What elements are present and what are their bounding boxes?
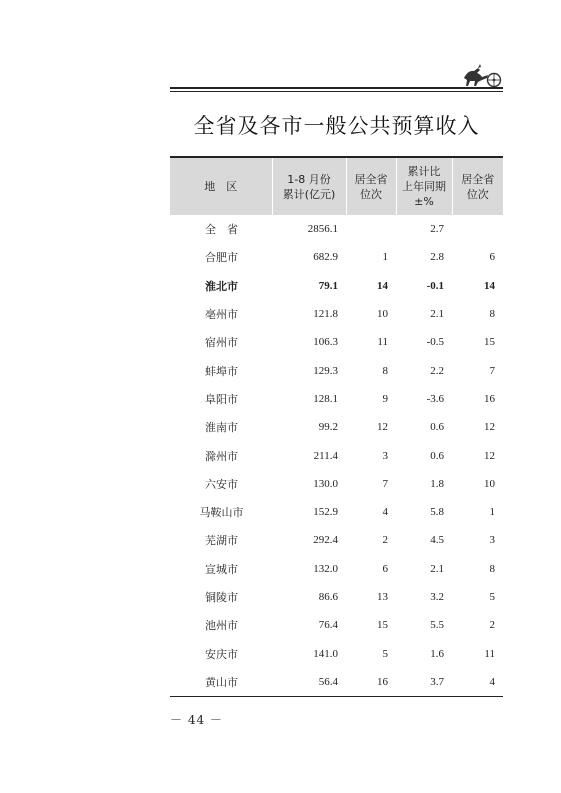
cumulative-cell: 128.1 [313,392,338,405]
cumulative-cell: 141.0 [313,647,338,660]
yoy-cell: 2.7 [430,223,444,236]
region-cell: 黄山市 [205,675,238,689]
region-cell: 合肥市 [205,251,238,265]
region-cell: 芜湖市 [205,534,238,548]
table-header-row [170,157,503,215]
table-row [170,611,503,639]
yoy-cell: 3.2 [430,591,444,603]
rank-cell: 16 [377,675,388,688]
yoy-cell: 0.6 [430,421,444,434]
header-yoy-line1: 累计比 [407,165,441,178]
region-cell: 宿州市 [205,336,238,350]
yoy-rank-cell: 12 [484,421,495,434]
region-cell: 阜阳市 [205,392,238,406]
region-cell: 蚌埠市 [205,364,238,378]
rank-cell: 9 [382,392,388,405]
yoy-cell: 0.6 [430,449,444,462]
horse-carriage-logo-icon [462,60,504,88]
yoy-cell: 2.1 [430,562,444,575]
revenue-table [170,156,503,697]
rank-cell: 15 [377,619,388,632]
table-row [170,470,503,498]
cumulative-cell: 106.3 [313,336,338,349]
yoy-cell: 4.5 [430,534,444,547]
header-yoy [396,157,452,215]
header-yoy-rank-line1: 居全省 [461,172,495,186]
region-cell: 马鞍山市 [199,506,244,520]
cumulative-cell: 682.9 [313,251,338,264]
header-yoy-line2: 上年同期 [402,180,446,193]
yoy-rank-cell: 12 [484,449,495,462]
table-row [170,356,503,384]
table-row [170,526,503,554]
yoy-rank-cell: 15 [484,336,495,349]
yoy-cell: 1.6 [430,647,444,660]
table-row [170,328,503,356]
region-cell: 池州市 [205,619,238,633]
cumulative-cell: 76.4 [318,619,338,632]
table-row [170,413,503,441]
region-cell: 淮南市 [205,421,238,435]
table-body [170,215,503,696]
cumulative-cell: 132.0 [313,562,338,575]
yoy-cell: 2.2 [430,364,444,377]
region-cell: 安庆市 [205,647,238,661]
table-row [170,498,503,526]
cumulative-cell: 56.4 [318,675,338,688]
table-row [170,272,503,300]
cumulative-cell: 99.2 [318,421,338,434]
table-row [170,555,503,583]
region-cell: 宣城市 [205,562,238,576]
yoy-rank-cell: 3 [489,534,495,547]
cumulative-cell: 211.4 [313,449,338,462]
header-cumulative [272,157,346,215]
header-rank-line1: 居全省 [354,172,388,186]
rank-cell: 14 [377,279,388,292]
header-region-label: 地 区 [204,180,238,193]
rank-cell: 6 [382,562,388,575]
yoy-rank-cell: 14 [484,279,495,292]
header-rule-thin [170,91,503,92]
yoy-cell: 2.1 [430,308,444,321]
cumulative-cell: 152.9 [313,506,338,519]
header-region [170,157,272,215]
header-cumulative-line1: 1-8 月份 [287,172,331,186]
cumulative-cell: 2856.1 [307,223,338,236]
yoy-cell: 5.5 [430,619,444,632]
header-cumulative-line2: 累计(亿元) [282,187,336,201]
page-title: 全省及各市一般公共预算收入 [193,114,480,138]
rank-cell: 3 [382,449,388,462]
cumulative-cell: 292.4 [313,534,338,547]
table-row [170,385,503,413]
yoy-cell: -0.5 [426,336,444,349]
rank-cell: 7 [382,477,388,490]
cumulative-cell: 130.0 [313,477,338,490]
rank-cell: 1 [382,251,388,264]
cumulative-cell: 129.3 [313,364,338,377]
yoy-cell: -3.6 [426,392,444,405]
header-yoy-rank [452,157,503,215]
region-cell: 滁州市 [205,449,238,463]
yoy-cell: 2.8 [430,251,444,264]
rank-cell: 11 [377,336,388,349]
yoy-cell: -0.1 [426,279,444,292]
yoy-rank-cell [452,215,503,243]
region-cell: 淮北市 [205,279,238,293]
table-row [170,583,503,611]
table-row [170,668,503,696]
table-row [170,441,503,469]
yoy-cell: 3.7 [430,675,444,688]
yoy-rank-cell: 7 [489,364,495,377]
yoy-rank-cell: 10 [484,477,495,490]
yoy-rank-cell: 1 [489,506,495,519]
header-rank [346,157,396,215]
rank-cell: 5 [382,647,388,660]
cumulative-cell: 121.8 [313,308,338,321]
rank-cell: 10 [377,308,388,321]
region-cell: 全 省 [205,223,238,237]
yoy-rank-cell: 11 [484,647,495,660]
table-row [170,300,503,328]
header-rule [170,87,503,89]
table-row [170,243,503,271]
region-cell: 六安市 [205,477,238,491]
rank-cell: 4 [382,506,388,519]
rank-cell: 2 [382,534,388,547]
cumulative-cell: 86.6 [318,591,338,603]
header-rank-line2: 位次 [360,187,382,201]
rank-cell: 12 [377,421,388,434]
header-yoy-line3: ±% [414,195,434,208]
yoy-cell: 1.8 [430,477,444,490]
header-yoy-rank-line2: 位次 [466,187,489,201]
yoy-rank-cell: 6 [489,251,495,264]
yoy-rank-cell: 8 [489,562,495,575]
table-row [170,215,503,243]
yoy-rank-cell: 8 [489,308,495,321]
rank-cell: 8 [382,364,388,377]
yoy-rank-cell: 16 [484,392,495,405]
yoy-rank-cell: 4 [489,675,495,688]
table-row [170,639,503,667]
yoy-cell: 5.8 [430,506,444,519]
yoy-rank-cell: 2 [489,619,495,632]
page-number: － 44 － [170,713,223,727]
region-cell: 铜陵市 [205,591,238,604]
yoy-rank-cell: 5 [489,591,495,603]
rank-cell [346,215,396,243]
cumulative-cell: 79.1 [318,279,338,292]
rank-cell: 13 [377,591,388,603]
region-cell: 亳州市 [205,308,238,322]
